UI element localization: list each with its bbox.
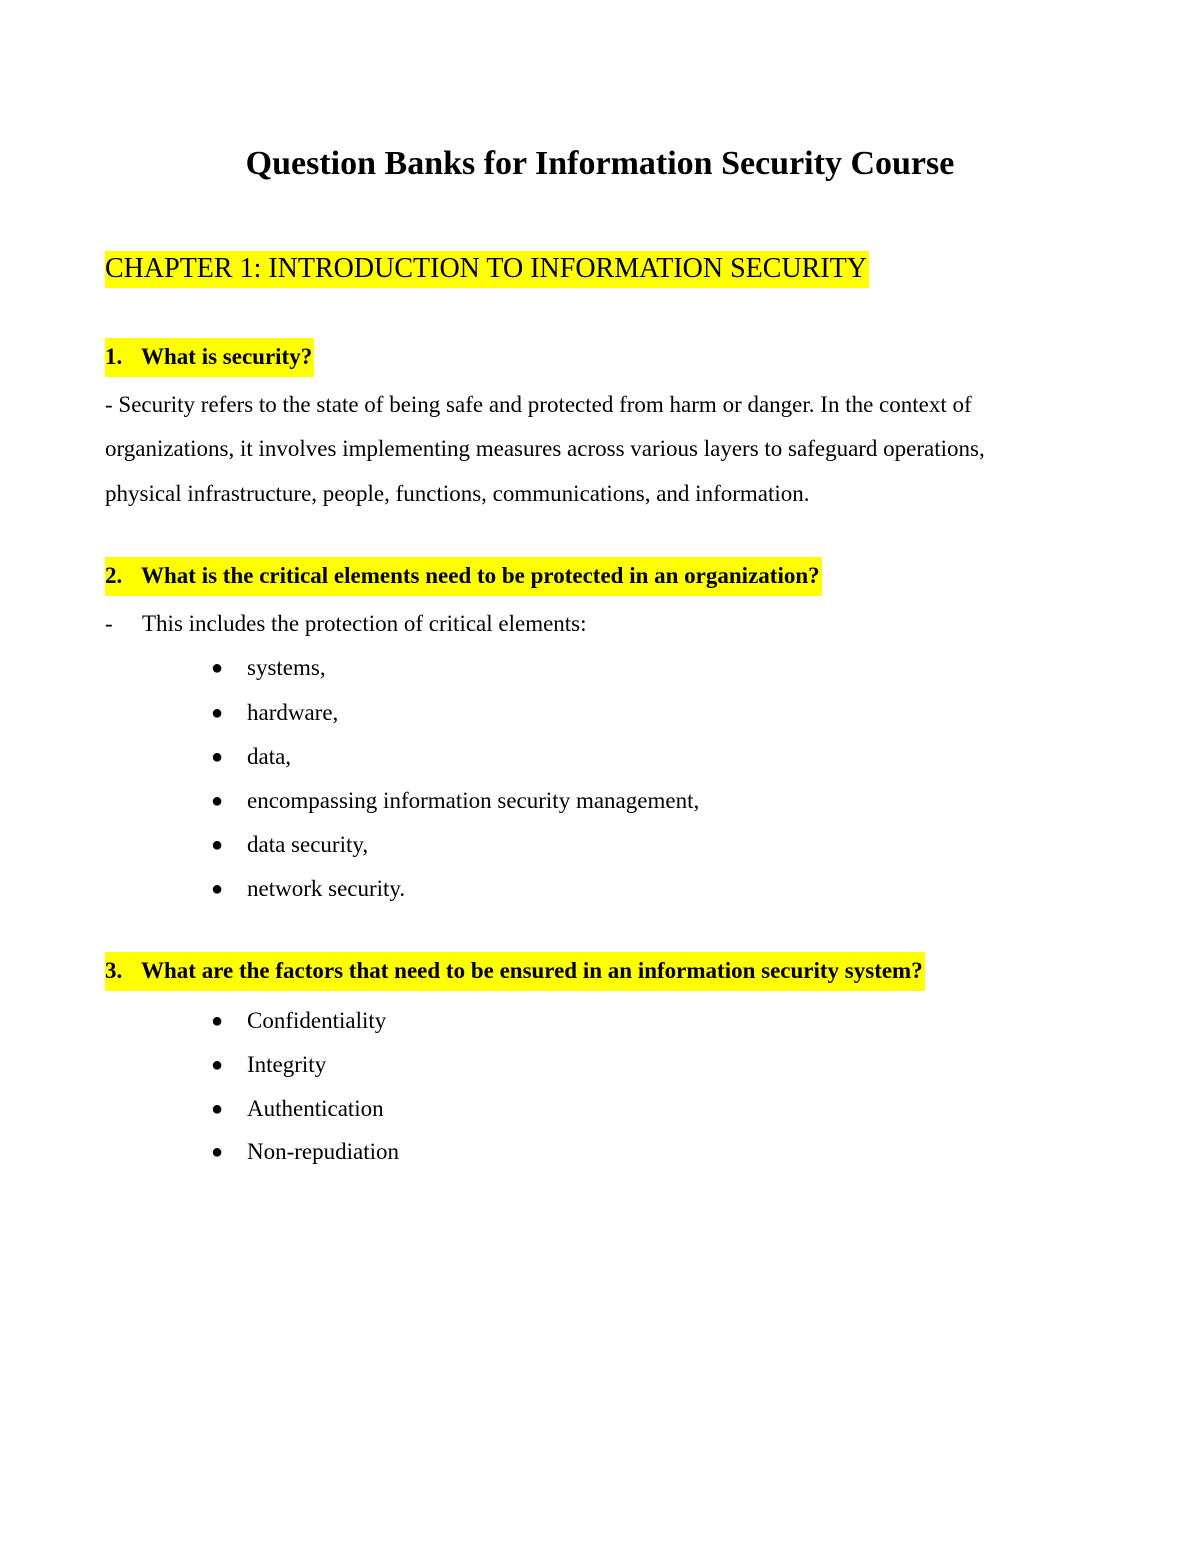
question-text: What is the critical elements need to be protected in an organization? <box>141 563 820 588</box>
list-item: ● network security. <box>211 873 405 905</box>
document-title: Question Banks for Information Security Course <box>245 145 955 182</box>
dash-marker: - <box>105 611 113 636</box>
question-highlight <box>105 338 314 377</box>
question-text: What is security? <box>141 344 313 369</box>
bullet-icon: ● <box>211 1098 224 1120</box>
bullet-icon: ● <box>211 834 224 856</box>
bullet-icon: ● <box>211 746 224 768</box>
chapter-heading-text: CHAPTER 1: INTRODUCTION TO INFORMATION SECURITY <box>105 251 869 288</box>
bullet-icon: ● <box>211 790 224 812</box>
answer-2-intro-text: This includes the protection of critical elements: <box>142 611 587 636</box>
question-2-heading <box>105 557 822 596</box>
question-number: 1. <box>105 344 123 369</box>
list-item: ● Authentication <box>211 1093 384 1125</box>
answer-1-line-2: organizations, it involves implementing measures across various layers to safeguard operations, <box>105 436 985 461</box>
question-text: What are the factors that need to be ensured in an information security system? <box>141 958 923 983</box>
question-3-heading <box>105 952 925 991</box>
answer-2-intro <box>105 608 587 640</box>
bullet-icon: ● <box>211 878 224 900</box>
answer-1-line-1: - Security refers to the state of being safe and protected from harm or danger. In the context of <box>105 392 972 417</box>
list-item: ● encompassing information security management, <box>211 785 699 817</box>
bullet-icon: ● <box>211 1054 224 1076</box>
list-item: ● data, <box>211 741 291 773</box>
list-item: ● data security, <box>211 829 368 861</box>
bullet-icon: ● <box>211 657 224 679</box>
list-item: ● Confidentiality <box>211 1005 386 1037</box>
bullet-icon: ● <box>211 1010 224 1032</box>
bullet-icon: ● <box>211 702 224 724</box>
question-highlight <box>105 952 925 991</box>
bullet-icon: ● <box>211 1141 224 1163</box>
question-number: 3. <box>105 958 123 983</box>
list-item: ● hardware, <box>211 697 338 729</box>
answer-1-line-3: physical infrastructure, people, functions, communications, and information. <box>105 481 810 506</box>
list-item: ● Non-repudiation <box>211 1136 399 1168</box>
list-item: ● Integrity <box>211 1049 326 1081</box>
list-item: ● systems, <box>211 652 326 684</box>
question-1-heading <box>105 338 314 377</box>
question-highlight <box>105 557 822 596</box>
question-number: 2. <box>105 563 123 588</box>
chapter-heading <box>105 250 869 288</box>
